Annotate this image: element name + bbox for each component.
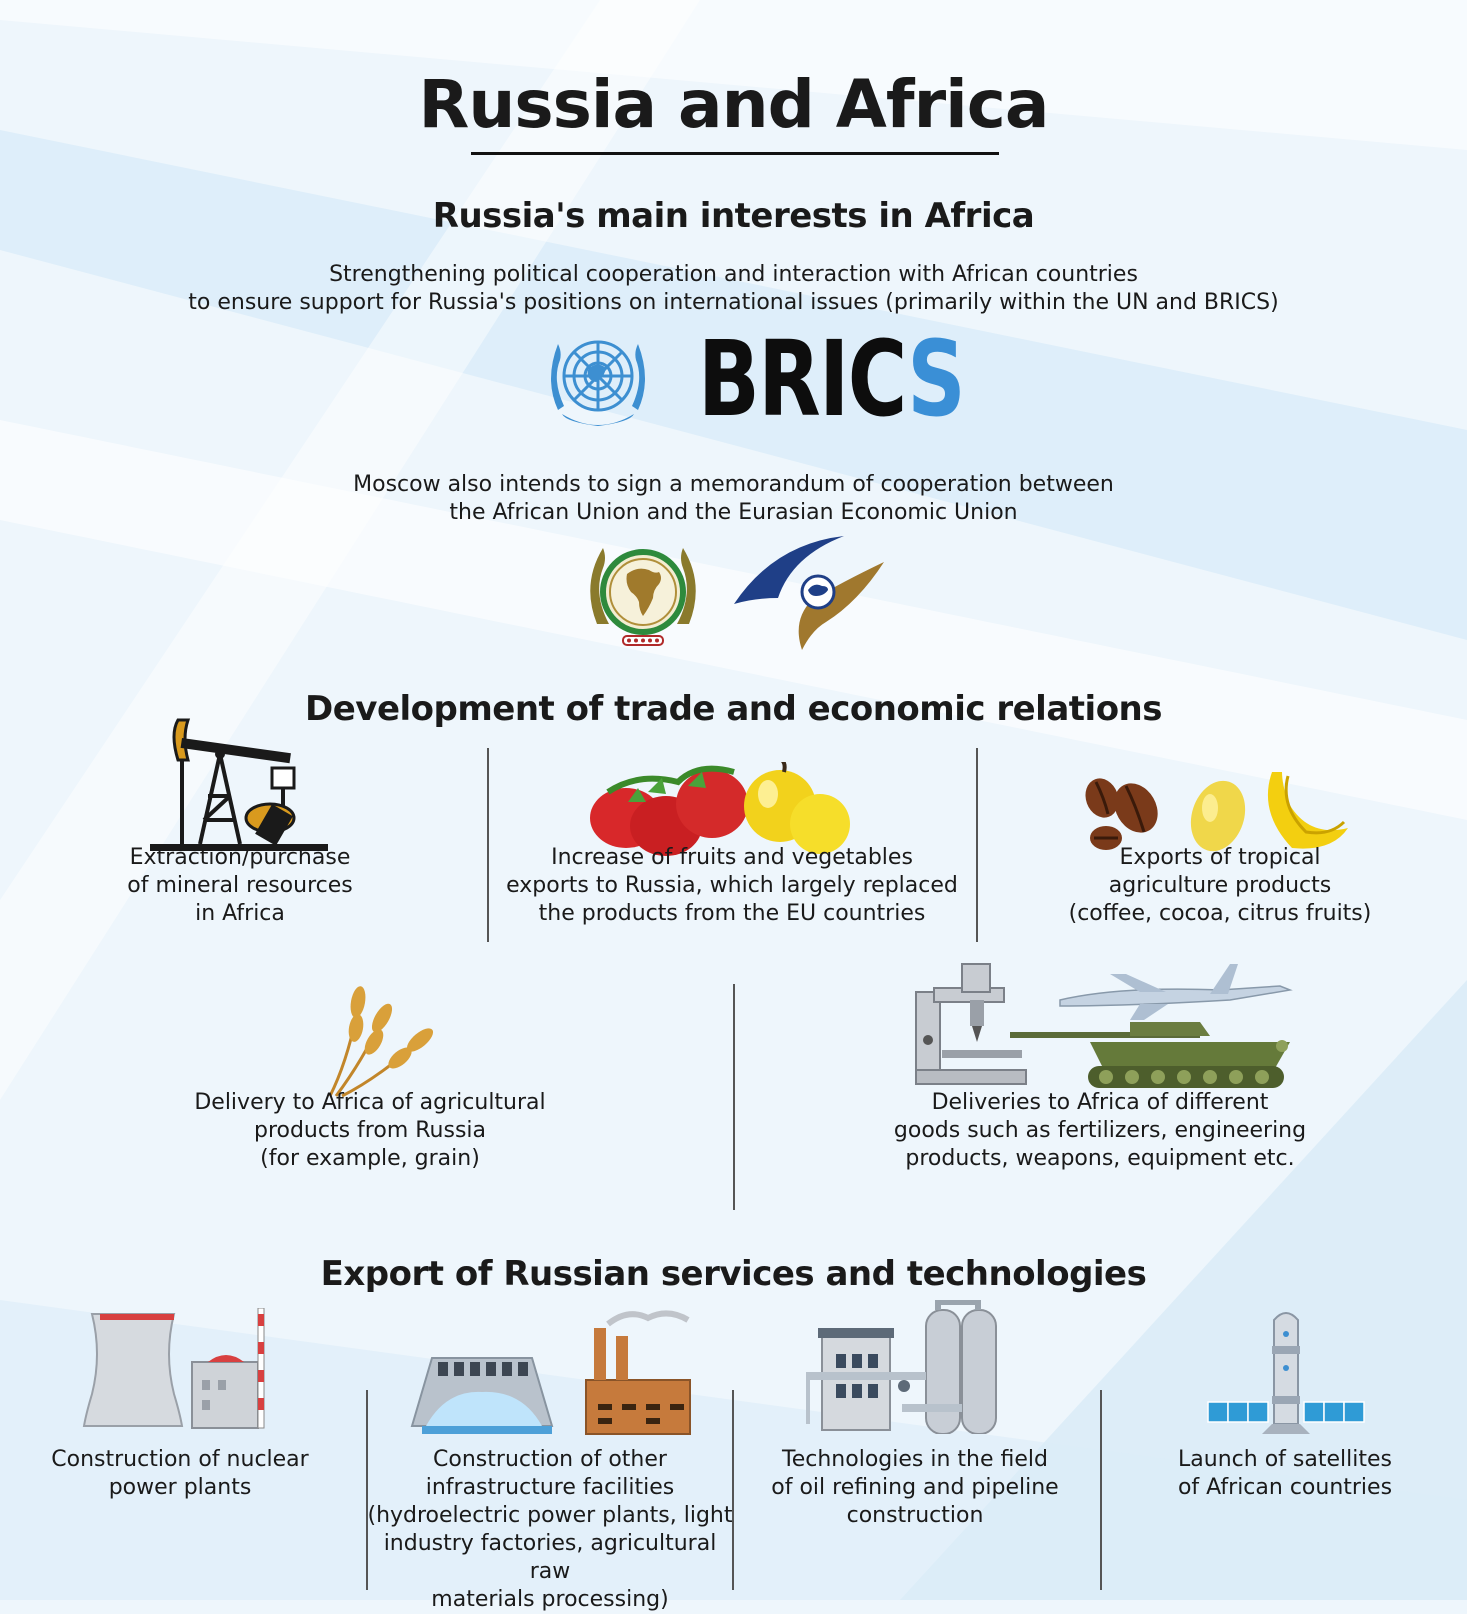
services-item-2 (365, 1446, 735, 1614)
trade-item-5-line-2: goods such as fertilizers, engineering (893, 1118, 1307, 1143)
trade-item-5-line-1: Deliveries to Africa of different (931, 1090, 1269, 1115)
trade-item-5 (890, 1089, 1310, 1173)
services-item-1 (40, 1446, 320, 1502)
services-item-4-line-1: Launch of satellites (1178, 1447, 1392, 1472)
services-item-2-line-3: (hydroelectric power plants, light (367, 1503, 733, 1528)
trade-divider-2 (976, 748, 978, 942)
trade-item-4 (180, 1089, 560, 1173)
trade-item-1-line-2: of mineral resources (127, 873, 353, 898)
interests-line-1: Strengthening political cooperation and interaction with African countries (329, 262, 1138, 287)
trade-item-3 (1060, 844, 1380, 928)
brics-logo (698, 318, 964, 440)
services-divider-2 (732, 1390, 734, 1590)
interests-heading: Russia's main interests in Africa (432, 196, 1035, 236)
trade-item-4-line-2: products from Russia (253, 1118, 487, 1143)
services-item-2-line-4: industry factories, agricultural raw (383, 1531, 717, 1584)
trade-item-3-line-3: (coffee, cocoa, citrus fruits) (1068, 901, 1372, 926)
machinery-jet-tank-icon (910, 960, 1306, 1098)
oil-pump-jack-icon (146, 708, 332, 854)
interests-line-2: to ensure support for Russia's positions on international issues (primarily within the UN and BRICS) (188, 290, 1279, 315)
trade-item-2-line-3: the products from the EU countries (538, 901, 926, 926)
trade-item-2-line-2: exports to Russia, which largely replaced (506, 873, 958, 898)
trade-divider-1 (487, 748, 489, 942)
services-heading: Export of Russian services and technologies (320, 1254, 1147, 1294)
services-item-2-line-5: materials processing) (431, 1587, 669, 1612)
trade-heading: Development of trade and economic relations (305, 689, 1162, 729)
eurasian-union-emblem-icon (732, 534, 907, 654)
african-union-emblem-icon (583, 540, 703, 648)
trade-item-4-line-3: (for example, grain) (260, 1146, 480, 1171)
page-title: Russia and Africa (418, 66, 1049, 143)
un-emblem-icon (538, 330, 658, 430)
services-item-1-line-1: Construction of nuclear (51, 1447, 309, 1472)
dam-and-factory-icon (408, 1300, 696, 1436)
brics-logo-main: BRIC (698, 318, 908, 440)
wheat-icon (326, 980, 438, 1100)
memo-line-1: Moscow also intends to sign a memorandum of cooperation between (353, 472, 1114, 497)
services-item-3 (750, 1446, 1080, 1530)
trade-divider-3 (733, 984, 735, 1210)
coffee-lemon-banana-icon (1082, 768, 1354, 856)
services-item-4 (1140, 1446, 1430, 1502)
trade-item-2 (500, 844, 964, 928)
nuclear-power-plant-icon (80, 1308, 274, 1434)
trade-item-1-line-3: in Africa (195, 901, 285, 926)
brics-logo-s: S (907, 318, 965, 440)
oil-refinery-icon (806, 1300, 1008, 1434)
memo-line-2: the African Union and the Eurasian Economic Union (449, 500, 1018, 525)
services-item-3-line-2: of oil refining and pipeline (771, 1475, 1059, 1500)
trade-item-2-line-1: Increase of fruits and vegetables (551, 845, 913, 870)
services-item-4-line-2: of African countries (1177, 1475, 1393, 1500)
trade-item-3-line-2: agriculture products (1108, 873, 1332, 898)
trade-item-1-line-1: Extraction/purchase (129, 845, 351, 870)
services-divider-3 (1100, 1390, 1102, 1590)
title-underline (471, 152, 999, 155)
trade-item-3-line-1: Exports of tropical (1119, 845, 1321, 870)
services-item-3-line-3: construction (846, 1503, 984, 1528)
services-item-1-line-2: power plants (108, 1475, 252, 1500)
services-item-2-line-2: infrastructure facilities (425, 1475, 675, 1500)
trade-item-1 (90, 844, 390, 928)
trade-item-5-line-3: products, weapons, equipment etc. (905, 1146, 1295, 1171)
services-item-2-line-1: Construction of other (433, 1447, 667, 1472)
trade-item-4-line-1: Delivery to Africa of agricultural (194, 1090, 546, 1115)
satellite-icon (1206, 1306, 1366, 1436)
services-item-3-line-1: Technologies in the field (782, 1447, 1048, 1472)
